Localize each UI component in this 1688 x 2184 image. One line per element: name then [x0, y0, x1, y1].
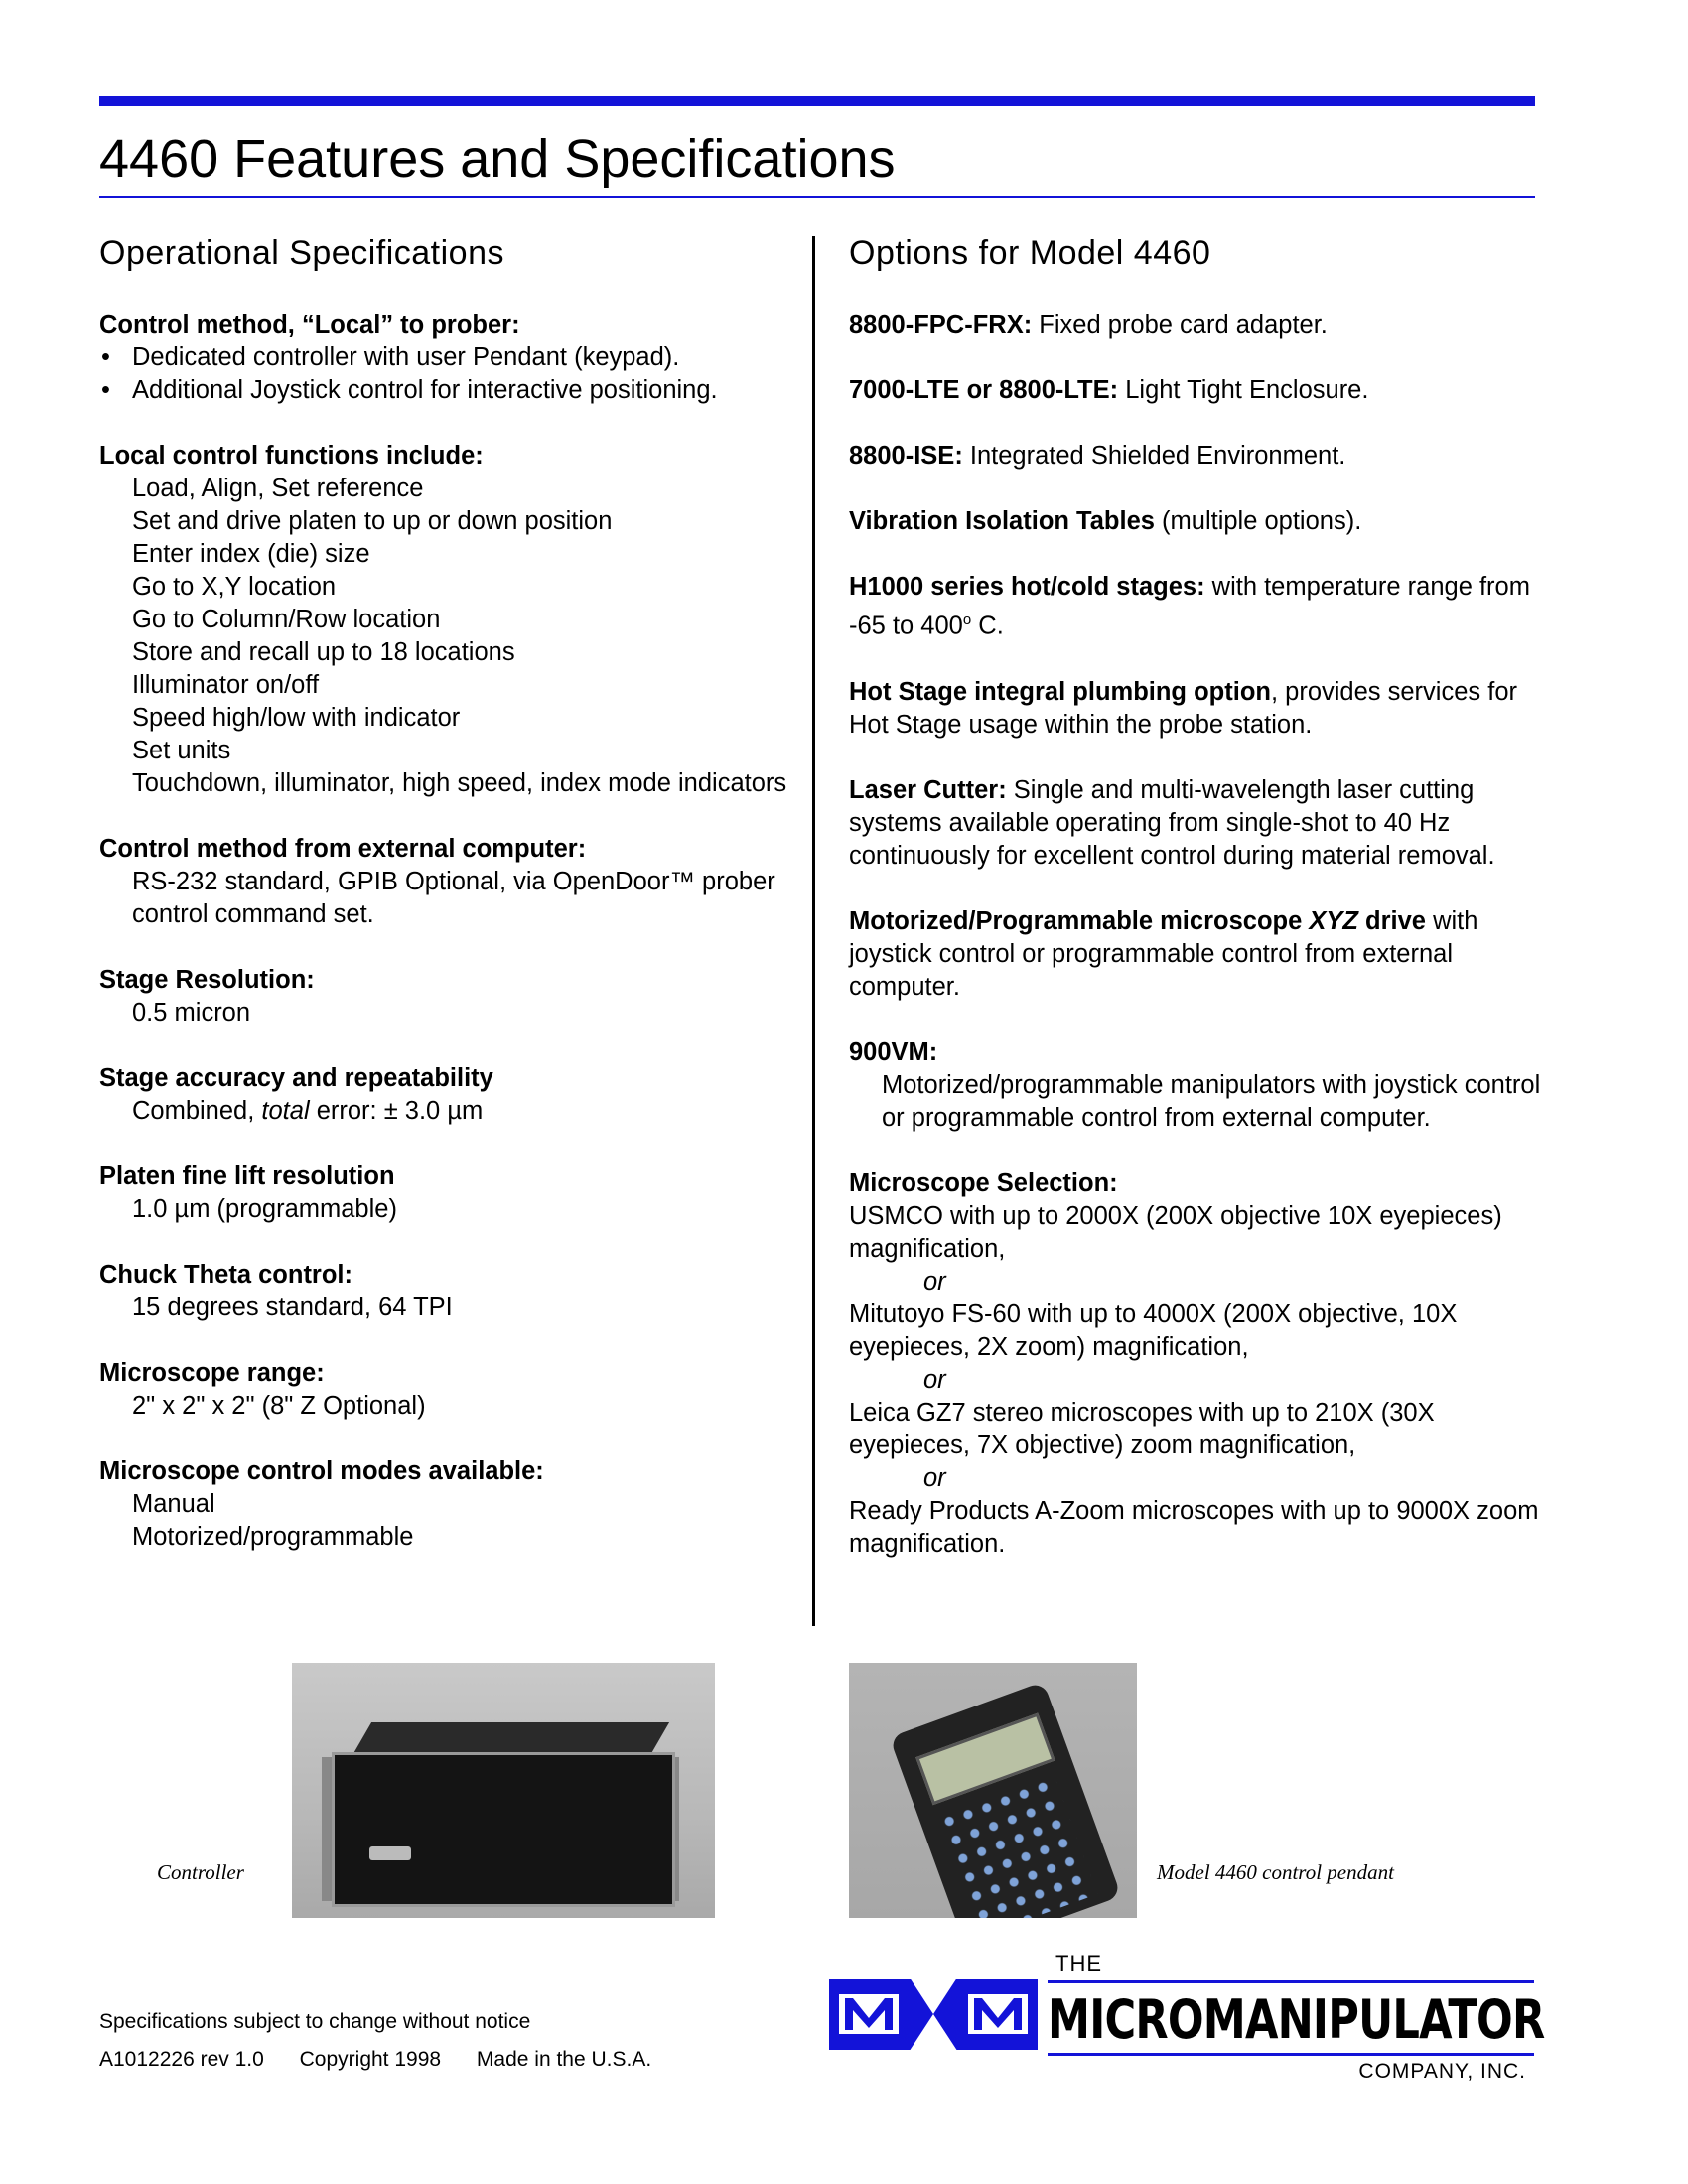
footer-notice: Specifications subject to change without notice — [99, 2010, 531, 2033]
section-label: Control method from external computer: — [99, 835, 587, 863]
microscope-range-section — [99, 1357, 794, 1423]
list-item: Motorized/programmable — [132, 1523, 414, 1551]
bullet-item: • Dedicated controller with user Pendant (keypad). — [99, 341, 794, 374]
option-text: Integrated Shielded Environment. — [962, 442, 1346, 470]
or-separator: or — [923, 1463, 946, 1492]
option-label: drive — [1357, 906, 1426, 935]
mm-logo-mark — [829, 1969, 1038, 2060]
section-label: Microscope control modes available: — [99, 1457, 544, 1485]
option-label: Motorized/Programmable microscope — [849, 906, 1310, 935]
section-label: Chuck Theta control: — [99, 1261, 353, 1289]
option-label: Laser Cutter: — [849, 775, 1007, 804]
option-label-emphasis: XYZ — [1309, 906, 1358, 935]
title-underline — [99, 196, 1535, 198]
stage-resolution-section — [99, 964, 794, 1029]
option-label: Vibration Isolation Tables — [849, 507, 1155, 535]
logo-company-name: MICROMANIPULATOR — [1048, 1988, 1545, 2051]
microscope-modes-section — [99, 1455, 794, 1554]
option-text: (multiple options). — [1154, 507, 1362, 535]
section-label: Platen fine lift resolution — [99, 1162, 395, 1190]
option-text: Light Tight Enclosure. — [1118, 376, 1369, 404]
stage-accuracy-section — [99, 1062, 794, 1128]
list-item: Touchdown, illuminator, high speed, index mode indicators — [132, 769, 787, 797]
option-text: with temperature range from -65 to 400 — [849, 573, 1530, 640]
section-label: Local control functions include: — [99, 442, 484, 470]
operational-specifications-heading: Operational Specifications — [99, 234, 505, 272]
section-label: Control method, “Local” to prober: — [99, 311, 520, 339]
emphasis-text: total — [261, 1097, 310, 1125]
list-item: Set units — [132, 737, 231, 764]
list-item: Enter index (die) size — [132, 540, 370, 568]
bullet-item: • Additional Joystick control for interactive positioning. — [99, 374, 794, 407]
pendant-photo — [849, 1663, 1137, 1918]
text-part: Combined, — [132, 1097, 262, 1125]
section-text: 2" x 2" x 2" (8" Z Optional) — [132, 1392, 426, 1420]
list-item: Speed high/low with indicator — [132, 704, 461, 732]
microscope-option: Leica GZ7 stereo microscopes with up to 210X (30X eyepieces, 7X objective) zoom magnification, — [849, 1398, 1435, 1459]
section-text: 0.5 micron — [132, 999, 251, 1026]
section-text: RS-232 standard, GPIB Optional, via OpenDoor™ prober control command set. — [132, 868, 775, 928]
option-microscope-selection — [849, 1167, 1544, 1561]
option-900vm — [849, 1036, 1544, 1135]
pendant-caption: Model 4460 control pendant — [1157, 1860, 1394, 1884]
option-text: , provides services for Hot Stage usage within the probe station. — [849, 677, 1517, 739]
company-logo — [829, 1951, 1545, 2090]
option-text: C. — [971, 612, 1004, 640]
controller-caption: Controller — [157, 1860, 244, 1884]
section-label: Stage accuracy and repeatability — [99, 1064, 493, 1092]
option-label: 7000-LTE or 8800-LTE: — [849, 376, 1119, 404]
microscope-option: Mitutoyo FS-60 with up to 4000X (200X objective, 10X eyepieces, 2X zoom) magnification, — [849, 1299, 1458, 1361]
option-text: Single and multi-wavelength laser cutting systems available operating from single-shot to 40 Hz continuously for excellent control during material removal. — [849, 775, 1495, 870]
or-separator: or — [923, 1365, 946, 1394]
option-label: H1000 series hot/cold stages: — [849, 573, 1205, 601]
local-functions-section — [99, 440, 794, 800]
footer-copyright: Copyright 1998 — [299, 2048, 442, 2071]
option-text: Fixed probe card adapter. — [1032, 311, 1328, 339]
section-label: Microscope range: — [99, 1359, 325, 1387]
controller-photo — [292, 1663, 715, 1918]
control-local-section — [99, 309, 794, 407]
option-text: Motorized/programmable manipulators with joystick control or programmable control from external computer. — [882, 1070, 1541, 1132]
section-text: 1.0 µm (programmable) — [132, 1195, 397, 1223]
top-accent-bar — [99, 96, 1535, 106]
list-item: Go to Column/Row location — [132, 606, 441, 633]
option-lte — [849, 374, 1544, 407]
footer — [99, 2003, 681, 2079]
options-column — [849, 230, 1544, 1593]
option-label: 900VM: — [849, 1037, 938, 1066]
option-label: 8800-FPC-FRX: — [849, 311, 1033, 339]
text-part: error: ± 3.0 µm — [309, 1097, 484, 1125]
option-label: Microscope Selection: — [849, 1168, 1118, 1197]
footer-doc-id: A1012226 rev 1.0 — [99, 2048, 264, 2071]
section-text: 15 degrees standard, 64 TPI — [132, 1294, 453, 1321]
list-item: Set and drive platen to up or down position — [132, 507, 613, 535]
option-label: Hot Stage integral plumbing option — [849, 677, 1271, 706]
option-text: with joystick control or programmable control from external computer. — [849, 906, 1478, 1001]
logo-the: THE — [1055, 1951, 1102, 1976]
footer-info-row — [99, 2041, 681, 2079]
option-h1000 — [849, 571, 1544, 643]
option-fpc — [849, 309, 1544, 341]
list-item: Illuminator on/off — [132, 671, 320, 699]
chuck-theta-section — [99, 1259, 794, 1324]
option-label: 8800-ISE: — [849, 442, 963, 470]
option-laser-cutter — [849, 774, 1544, 873]
logo-company-suffix: COMPANY, INC. — [1358, 2060, 1526, 2083]
operational-specifications-column — [99, 230, 794, 1586]
list-item: Load, Align, Set reference — [132, 475, 424, 502]
page-title: 4460 Features and Specifications — [99, 129, 896, 189]
list-item: Manual — [132, 1490, 215, 1518]
or-separator: or — [923, 1267, 946, 1296]
controller-front-panel — [332, 1752, 675, 1907]
footer-made-in: Made in the U.S.A. — [476, 2048, 652, 2071]
list-item: Go to X,Y location — [132, 573, 337, 601]
option-hot-stage — [849, 676, 1544, 742]
option-motorized-microscope — [849, 905, 1544, 1004]
control-external-section — [99, 833, 794, 931]
platen-lift-section — [99, 1160, 794, 1226]
list-item: Store and recall up to 18 locations — [132, 638, 515, 666]
options-heading: Options for Model 4460 — [849, 234, 1211, 272]
degree-superscript: o — [962, 612, 972, 628]
microscope-option: USMCO with up to 2000X (200X objective 10X eyepieces) magnification, — [849, 1201, 1502, 1263]
microscope-option: Ready Products A-Zoom microscopes with up to 9000X zoom magnification. — [849, 1496, 1539, 1558]
controller-connector — [369, 1846, 411, 1860]
section-label: Stage Resolution: — [99, 966, 315, 994]
option-vibration — [849, 505, 1544, 538]
section-text — [99, 1095, 794, 1128]
logo-top-rule — [1048, 1980, 1534, 1983]
column-divider — [812, 236, 815, 1626]
option-ise — [849, 440, 1544, 473]
pendant-body — [890, 1682, 1122, 1918]
logo-bottom-rule — [1048, 2053, 1534, 2056]
